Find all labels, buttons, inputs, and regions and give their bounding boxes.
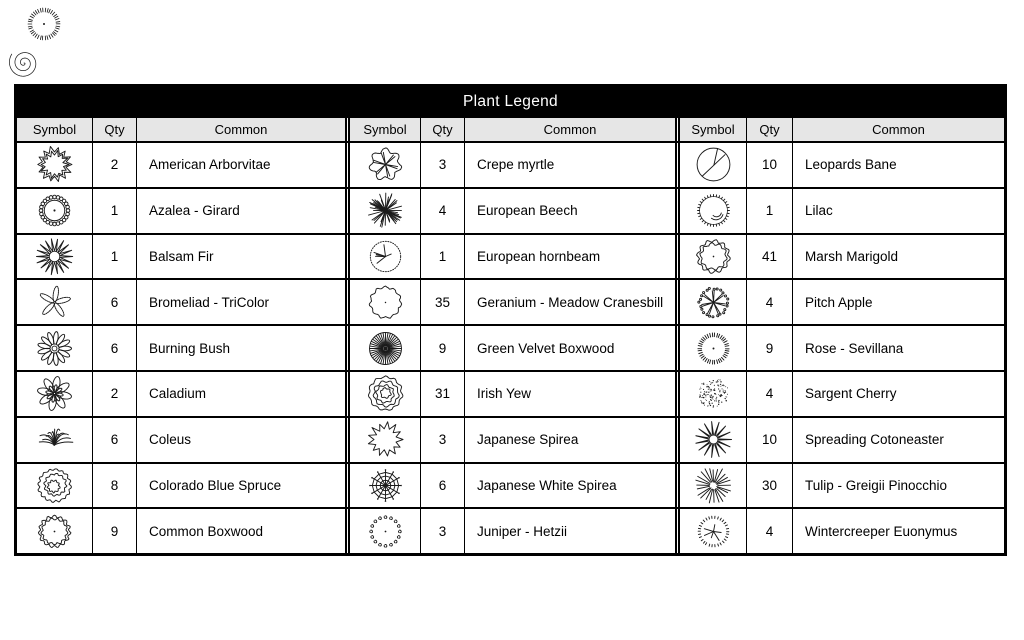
plant-symbol-cell: [350, 278, 421, 324]
plant-common: Pitch Apple: [793, 278, 1004, 324]
spike-ring-icon: [693, 419, 734, 460]
plant-qty: 1: [421, 233, 465, 279]
radial-fan-icon: [365, 328, 406, 369]
plant-qty: 1: [93, 187, 137, 233]
plant-qty: 4: [747, 507, 793, 553]
header-common: Common: [793, 116, 1004, 141]
line-burst-icon: [365, 190, 406, 231]
plant-symbol-cell: [17, 141, 93, 187]
scallop-spiral-icon: [34, 465, 75, 506]
textured-pinwheel-icon: [693, 282, 734, 323]
plant-symbol-cell: [680, 278, 747, 324]
spiky-sun-icon: [34, 236, 75, 277]
plant-symbol-cell: [680, 507, 747, 553]
plant-qty: 3: [421, 141, 465, 187]
plant-common: Green Velvet Boxwood: [465, 324, 675, 370]
header-symbol: Symbol: [680, 116, 747, 141]
plant-legend-table: [14, 84, 1007, 556]
plant-qty: 30: [747, 462, 793, 508]
daisy-icon: [34, 328, 75, 369]
plant-common: American Arborvitae: [137, 141, 345, 187]
plant-symbol-cell: [17, 416, 93, 462]
wavy-rings-icon: [365, 373, 406, 414]
plant-qty: 10: [747, 141, 793, 187]
plant-symbol-cell: [350, 233, 421, 279]
plant-qty: 6: [93, 278, 137, 324]
zigzag-star-icon: [365, 419, 406, 460]
beaded-ring-icon: [34, 190, 75, 231]
header-qty: Qty: [93, 116, 137, 141]
plant-symbol-cell: [680, 370, 747, 416]
plant-common: European Beech: [465, 187, 675, 233]
broad-flower-icon: [34, 373, 75, 414]
plant-qty: 4: [421, 187, 465, 233]
plant-symbol-cell: [350, 416, 421, 462]
plant-qty: 6: [93, 416, 137, 462]
plant-symbol-cell: [17, 187, 93, 233]
plant-common: Burning Bush: [137, 324, 345, 370]
plant-symbol-cell: [17, 462, 93, 508]
plant-common: Leopards Bane: [793, 141, 1004, 187]
plant-common: Rose - Sevillana: [793, 324, 1004, 370]
plant-common: Lilac: [793, 187, 1004, 233]
scallop-circle-dot-icon: [34, 511, 75, 552]
stray-plant-symbols: [0, 0, 90, 84]
plant-qty: 3: [421, 416, 465, 462]
plant-qty: 9: [93, 507, 137, 553]
plant-qty: 6: [93, 324, 137, 370]
header-symbol: Symbol: [17, 116, 93, 141]
plant-common: Irish Yew: [465, 370, 675, 416]
plant-common: Wintercreeper Euonymus: [793, 507, 1004, 553]
plant-qty: 1: [747, 187, 793, 233]
plant-common: Crepe myrtle: [465, 141, 675, 187]
plant-symbol-cell: [350, 141, 421, 187]
plant-common: Coleus: [137, 416, 345, 462]
plant-symbol-cell: [17, 324, 93, 370]
plant-qty: 10: [747, 416, 793, 462]
header-qty: Qty: [747, 116, 793, 141]
plant-common: European hornbeam: [465, 233, 675, 279]
plant-common: Juniper - Hetzii: [465, 507, 675, 553]
double-wavy-dot-icon: [693, 236, 734, 277]
plant-qty: 6: [421, 462, 465, 508]
ticked-circle-arcs-icon: [693, 190, 734, 231]
plant-common: Azalea - Girard: [137, 187, 345, 233]
plant-symbol-cell: [680, 187, 747, 233]
spiderweb-icon: [365, 465, 406, 506]
header-common: Common: [465, 116, 675, 141]
plant-symbol-cell: [350, 507, 421, 553]
plant-qty: 9: [747, 324, 793, 370]
stray-spiral-icon: [6, 45, 42, 81]
plant-qty: 35: [421, 278, 465, 324]
plant-qty: 1: [93, 233, 137, 279]
plant-symbol-cell: [350, 370, 421, 416]
plant-symbol-cell: [680, 462, 747, 508]
plant-common: Spreading Cotoneaster: [793, 416, 1004, 462]
ticked-ring-rays-icon: [693, 511, 734, 552]
lobed-pinwheel-icon: [365, 144, 406, 185]
plant-qty: 31: [421, 370, 465, 416]
plant-common: Common Boxwood: [137, 507, 345, 553]
starfish-icon: [34, 282, 75, 323]
plant-qty: 9: [421, 324, 465, 370]
wavy-circle-dot-icon: [365, 282, 406, 323]
ticked-circle-branch-icon: [365, 236, 406, 277]
plant-common: Geranium - Meadow Cranesbill: [465, 278, 675, 324]
plant-symbol-cell: [680, 141, 747, 187]
plant-common: Colorado Blue Spruce: [137, 462, 345, 508]
plant-common: Bromeliad - TriColor: [137, 278, 345, 324]
plant-qty: 4: [747, 278, 793, 324]
plant-common: Balsam Fir: [137, 233, 345, 279]
plant-common: Tulip - Greigii Pinocchio: [793, 462, 1004, 508]
zigzag-star-double-icon: [34, 144, 75, 185]
header-qty: Qty: [421, 116, 465, 141]
header-symbol: Symbol: [350, 116, 421, 141]
plant-common: Caladium: [137, 370, 345, 416]
plant-symbol-cell: [17, 278, 93, 324]
plant-symbol-cell: [680, 324, 747, 370]
plant-qty: 2: [93, 370, 137, 416]
plant-common: Japanese White Spirea: [465, 462, 675, 508]
plant-qty: 4: [747, 370, 793, 416]
plant-symbol-cell: [680, 416, 747, 462]
plant-qty: 2: [93, 141, 137, 187]
curly-ticks-dot-icon: [365, 511, 406, 552]
stipple-circle-icon: [693, 373, 734, 414]
plant-common: Japanese Spirea: [465, 416, 675, 462]
plant-common: Marsh Marigold: [793, 233, 1004, 279]
plant-symbol-cell: [17, 233, 93, 279]
stray-starburst-icon: [23, 3, 65, 45]
plant-symbol-cell: [680, 233, 747, 279]
plant-symbol-cell: [350, 462, 421, 508]
plant-qty: 41: [747, 233, 793, 279]
plant-symbol-cell: [17, 507, 93, 553]
header-common: Common: [137, 116, 345, 141]
plant-symbol-cell: [350, 324, 421, 370]
plant-common: Sargent Cherry: [793, 370, 1004, 416]
grass-tuft-icon: [34, 419, 75, 460]
circle-chords-icon: [693, 144, 734, 185]
plant-qty: 3: [421, 507, 465, 553]
table-title: Plant Legend: [17, 87, 1004, 116]
plant-symbol-cell: [17, 370, 93, 416]
plant-qty: 8: [93, 462, 137, 508]
fine-tick-ring-dot-icon: [693, 328, 734, 369]
plant-symbol-cell: [350, 187, 421, 233]
needle-burst-icon: [693, 465, 734, 506]
